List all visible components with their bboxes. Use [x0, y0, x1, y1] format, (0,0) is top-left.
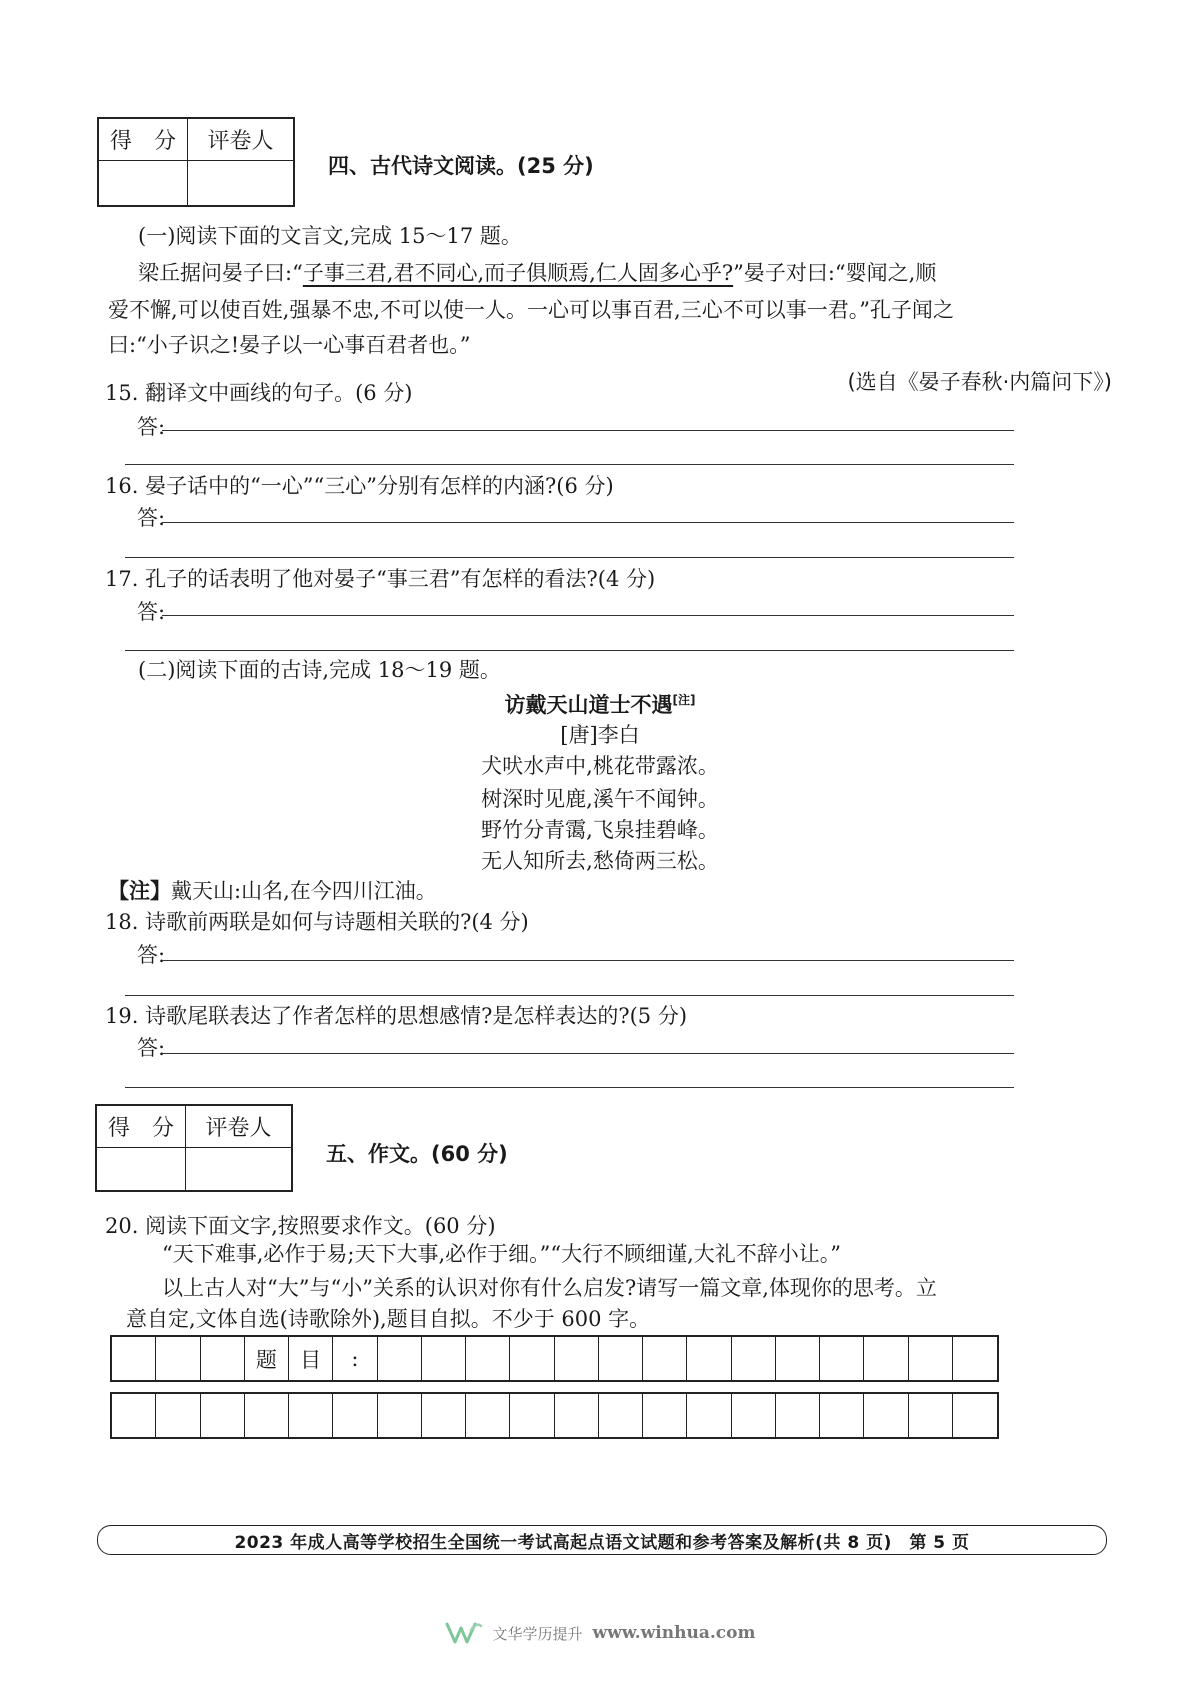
answer-line[interactable] — [162, 960, 1014, 961]
section4-title: 四、古代诗文阅读。(25 分) — [328, 154, 594, 178]
part1-intro: (一)阅读下面的文言文,完成 15～17 题。 — [138, 224, 522, 248]
poem-line: 犬吠水声中,桃花带露浓。 — [481, 754, 719, 778]
grid-cell[interactable] — [953, 1337, 997, 1380]
grid-cell[interactable] — [156, 1337, 200, 1380]
score-cell[interactable] — [98, 160, 188, 206]
poem-line: 无人知所去,愁倚两三松。 — [481, 849, 719, 873]
grid-cell[interactable] — [909, 1394, 953, 1437]
watermark-brand: 文华学历提升 — [492, 1624, 583, 1643]
question-20: 20. 阅读下面文字,按照要求作文。(60 分) — [105, 1214, 496, 1238]
grid-cell[interactable] — [422, 1337, 466, 1380]
passage-text: 梁丘据问晏子曰:“ — [138, 261, 303, 285]
poem-title: 访戴天山道士不遇 — [504, 693, 673, 717]
grid-cell[interactable] — [732, 1394, 776, 1437]
grid-cell[interactable] — [555, 1394, 599, 1437]
score-cell[interactable] — [96, 1147, 186, 1191]
passage-line-1 — [138, 255, 936, 292]
answer-label: 答: — [137, 506, 166, 530]
answer-line[interactable] — [125, 557, 1014, 558]
grid-cell[interactable] — [333, 1394, 377, 1437]
answer-line[interactable] — [162, 615, 1014, 616]
grid-cell[interactable] — [643, 1337, 687, 1380]
essay-prompt-line1: 以上古人对“大”与“小”关系的认识对你有什么启发?请写一篇文章,体现你的思考。立 — [162, 1276, 937, 1300]
question-16: 16. 晏子话中的“一心”“三心”分别有怎样的内涵?(6 分) — [105, 474, 614, 498]
grid-cell[interactable] — [555, 1337, 599, 1380]
note-label: 【注】 — [108, 879, 171, 903]
grid-cell[interactable] — [909, 1337, 953, 1380]
page-footer — [97, 1525, 1107, 1555]
watermark-url[interactable]: www.winhua.com — [592, 1623, 756, 1643]
grid-cell[interactable] — [510, 1337, 554, 1380]
grid-cell[interactable] — [466, 1337, 510, 1380]
score-box-section5 — [95, 1104, 293, 1192]
answer-label: 答: — [137, 1036, 166, 1060]
answer-label: 答: — [137, 943, 166, 967]
answer-label: 答: — [137, 415, 166, 439]
grid-cell[interactable] — [776, 1394, 820, 1437]
grid-cell[interactable] — [378, 1394, 422, 1437]
grid-cell[interactable] — [687, 1394, 731, 1437]
winhua-logo-icon — [445, 1620, 483, 1646]
answer-line[interactable] — [162, 522, 1014, 523]
grader-cell[interactable] — [186, 1147, 293, 1191]
grid-cell-title-char: 目 — [289, 1337, 333, 1380]
poem-line: 野竹分青霭,飞泉挂碧峰。 — [481, 818, 719, 842]
essay-prompt-line2: 意自定,文体自选(诗歌除外),题目自拟。不少于 600 字。 — [126, 1307, 651, 1331]
grid-cell[interactable] — [378, 1337, 422, 1380]
answer-line[interactable] — [162, 1053, 1014, 1054]
footer-text: 2023 年成人高等学校招生全国统一考试高起点语文试题和参考答案及解析(共 8 页) 第 5 页 — [234, 1532, 970, 1553]
poem-line: 树深时见鹿,溪午不闻钟。 — [481, 787, 719, 811]
grid-cell-colon: : — [333, 1337, 377, 1380]
grid-cell[interactable] — [156, 1394, 200, 1437]
essay-quote: “天下难事,必作于易;天下大事,必作于细。”“大行不顾细谨,大礼不辞小让。” — [162, 1242, 842, 1266]
passage-source: (选自《晏子春秋·内篇问下》) — [847, 370, 1112, 394]
grid-cell[interactable] — [643, 1394, 687, 1437]
grid-cell[interactable] — [112, 1394, 156, 1437]
answer-label: 答: — [137, 600, 166, 624]
passage-line-2: 爱不懈,可以使百姓,强暴不忠,不可以使一人。一心可以事百君,三心不可以事一君。”孔子闻之 — [108, 298, 954, 322]
grid-cell[interactable] — [245, 1394, 289, 1437]
poem-author: [唐]李白 — [560, 723, 640, 747]
score-label: 得 分 — [98, 118, 188, 160]
grid-cell[interactable] — [201, 1394, 245, 1437]
grader-label: 评卷人 — [186, 1105, 293, 1147]
grid-cell-title-char: 题 — [245, 1337, 289, 1380]
grid-cell[interactable] — [820, 1337, 864, 1380]
grid-cell[interactable] — [112, 1337, 156, 1380]
poem-title-line — [0, 689, 1200, 719]
answer-line[interactable] — [125, 464, 1014, 465]
note-text: 戴天山:山名,在今四川江油。 — [171, 879, 437, 903]
essay-title-row[interactable] — [110, 1335, 999, 1382]
question-17: 17. 孔子的话表明了他对晏子“事三君”有怎样的看法?(4 分) — [105, 567, 656, 591]
grid-cell[interactable] — [599, 1337, 643, 1380]
watermark — [0, 1620, 1200, 1646]
grid-cell[interactable] — [201, 1337, 245, 1380]
question-19: 19. 诗歌尾联表达了作者怎样的思想感情?是怎样表达的?(5 分) — [105, 1004, 688, 1028]
grader-label: 评卷人 — [188, 118, 295, 160]
part2-intro: (二)阅读下面的古诗,完成 18～19 题。 — [138, 658, 501, 682]
grid-cell[interactable] — [953, 1394, 997, 1437]
question-18: 18. 诗歌前两联是如何与诗题相关联的?(4 分) — [105, 910, 529, 934]
grid-cell[interactable] — [510, 1394, 554, 1437]
grid-cell[interactable] — [732, 1337, 776, 1380]
answer-line[interactable] — [125, 995, 1014, 996]
answer-line[interactable] — [125, 650, 1014, 651]
poem-note — [108, 873, 437, 910]
poem-note-mark: [注] — [672, 693, 696, 707]
answer-line[interactable] — [162, 430, 1014, 431]
grid-cell[interactable] — [422, 1394, 466, 1437]
section5-title: 五、作文。(60 分) — [326, 1142, 508, 1166]
score-box-section4 — [97, 117, 295, 207]
grid-cell[interactable] — [820, 1394, 864, 1437]
grid-cell[interactable] — [599, 1394, 643, 1437]
grader-cell[interactable] — [188, 160, 295, 206]
score-label: 得 分 — [96, 1105, 186, 1147]
grid-cell[interactable] — [687, 1337, 731, 1380]
underlined-sentence: 子事三君,君不同心,而子俱顺焉,仁人固多心乎? — [302, 261, 734, 285]
passage-line-3: 曰:“小子识之!晏子以一心事百君者也。” — [108, 333, 471, 357]
grid-cell[interactable] — [466, 1394, 510, 1437]
grid-cell[interactable] — [864, 1337, 908, 1380]
passage-text: ”晏子对曰:“婴闻之,顺 — [733, 261, 937, 285]
essay-row[interactable] — [110, 1392, 999, 1439]
answer-line[interactable] — [125, 1087, 1014, 1088]
question-15: 15. 翻译文中画线的句子。(6 分) — [105, 381, 413, 405]
grid-cell[interactable] — [864, 1394, 908, 1437]
grid-cell[interactable] — [289, 1394, 333, 1437]
grid-cell[interactable] — [776, 1337, 820, 1380]
